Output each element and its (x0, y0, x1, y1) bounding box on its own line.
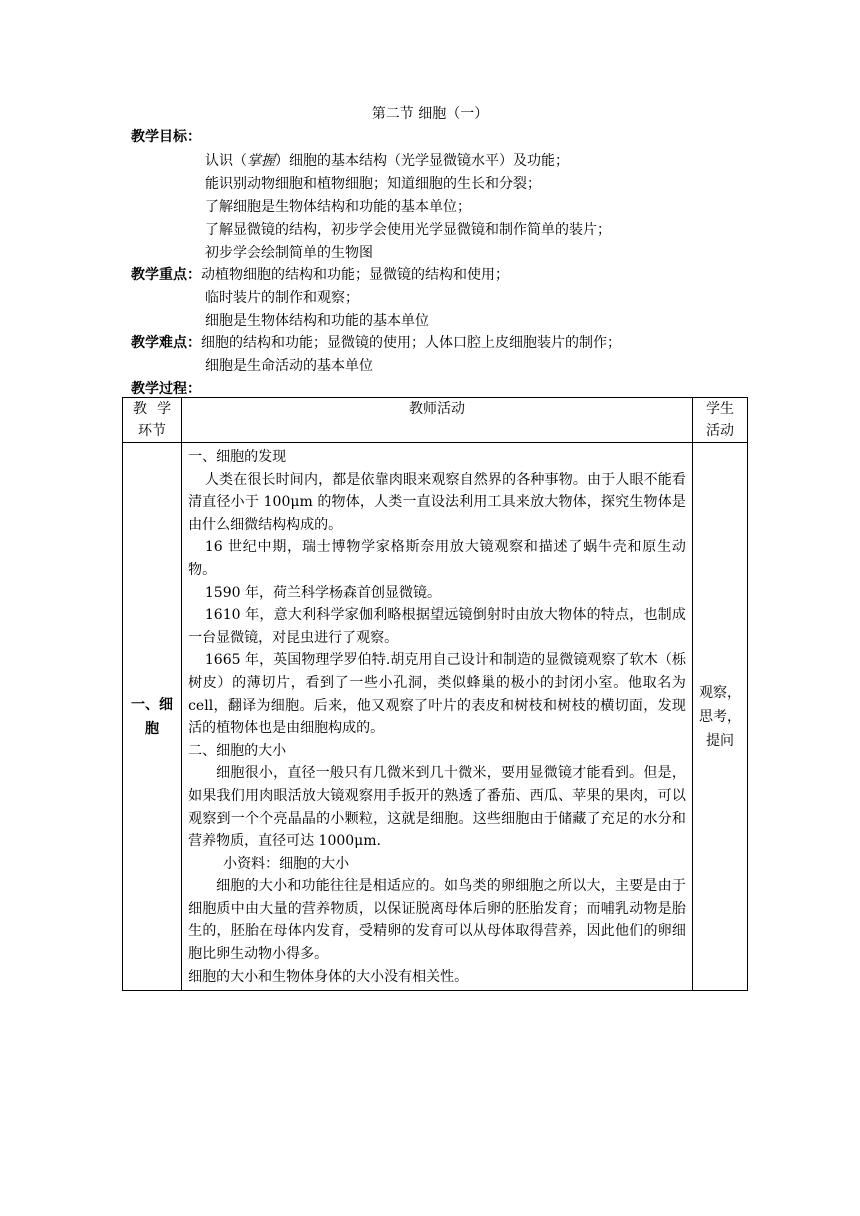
difficulty-item: 细胞的结构和功能；显微镜的使用；人体口腔上皮细胞装片的制作； (201, 335, 621, 351)
process-label: 教学过程： (131, 381, 201, 397)
page-title: 第二节 细胞（一） (371, 106, 489, 122)
header-teacher-activity: 教师活动 (182, 398, 693, 443)
objective-item: 能识别动物细胞和植物细胞；知道细胞的生长和分裂； (205, 176, 541, 192)
content-heading: 二、细胞的大小 (188, 742, 287, 759)
lesson-table (122, 397, 748, 991)
emphasis-text: 掌握 (247, 153, 275, 169)
content-paragraph: 细胞的大小和生物体身体的大小没有相关性。 (188, 968, 469, 985)
key-points-row (131, 264, 509, 287)
objective-item: 初步学会绘制简单的生物图 (205, 245, 373, 261)
content-subheading: 小资料：细胞的大小 (223, 855, 350, 872)
key-point-item: 细胞是生物体结构和功能的基本单位 (205, 313, 429, 329)
student-activity-cell: 观察， 思考， 提问 (692, 443, 747, 991)
key-point-item: 动植物细胞的结构和功能；显微镜的结构和使用； (201, 267, 509, 283)
teacher-activity-cell (182, 443, 693, 991)
difficulties-label: 教学难点： (131, 335, 201, 351)
table-header-row (123, 398, 748, 443)
table-row (123, 443, 748, 991)
objective-item: 认识（掌握）细胞的基本结构（光学显微镜水平）及功能； (205, 153, 569, 169)
header-section: 教 学 环节 (123, 398, 182, 443)
objective-item: 了解显微镜的结构，初步学会使用光学显微镜和制作简单的装片； (205, 222, 611, 238)
objective-item: 了解细胞是生物体结构和功能的基本单位； (205, 199, 471, 215)
content-paragraph: 1665 年，英国物理学罗伯特.胡克用自己设计和制造的显微镜观察了软木（栎树皮）的薄切片，看到了一些小孔洞，类似蜂巢的极小的封闭小室。他取名为 cell，翻译为细胞。后来，他又观察了叶片的表皮和树枝和树枝的横切面，发现活的植物体也是由细胞构成的。 (188, 652, 686, 737)
content-paragraph: 人类在很长时间内，都是依靠肉眼来观察自然界的各种事物。由于人眼不能看清直径小于 100μm 的物体，人类一直设法利用工具来放大物体，探究生物体是由什么细微结构构成的。 (188, 471, 686, 533)
content-paragraph: 1610 年，意大利科学家伽利略根据望远镜倒射时由放大物体的特点，也制成一台显微镜，对昆虫进行了观察。 (188, 607, 686, 646)
objectives-label: 教学目标： (131, 129, 201, 145)
difficulty-item: 细胞是生命活动的基本单位 (205, 358, 373, 374)
content-paragraph: 1590 年，荷兰科学杨森首创显微镜。 (204, 584, 441, 601)
content-paragraph: 16 世纪中期，瑞士博物学家格斯奈用放大镜观察和描述了蜗牛壳和原生动物。 (188, 539, 686, 578)
content-paragraph: 细胞很小，直径一般只有几微米到几十微米，要用显微镜才能看到。但是，如果我们用肉眼活放大镜观察用手扳开的熟透了番茄、西瓜、苹果的果肉，可以观察到一个个亮晶晶的小颗粒，这就是细胞。这些细胞由于储藏了充足的水分和营养物质，直径可达 1000μm. (188, 765, 686, 850)
section-cell: 一、细 胞 (123, 443, 182, 991)
content-paragraph: 细胞的大小和功能往往是相适应的。如鸟类的卵细胞之所以大，主要是由于细胞质中由大量的营养物质，以保证脱离母体后卵的胚胎发育；而哺乳动物是胎生的，胚胎在母体内发育，受精卵的发育可以从母体取得营养，因此他们的卵细胞比卵生动物小得多。 (188, 878, 686, 963)
content-heading: 一、细胞的发现 (188, 449, 287, 465)
key-point-item: 临时装片的制作和观察； (205, 290, 359, 306)
difficulties-row (131, 332, 621, 355)
key-points-label: 教学重点： (131, 267, 201, 283)
header-student-activity: 学生 活动 (692, 398, 747, 443)
